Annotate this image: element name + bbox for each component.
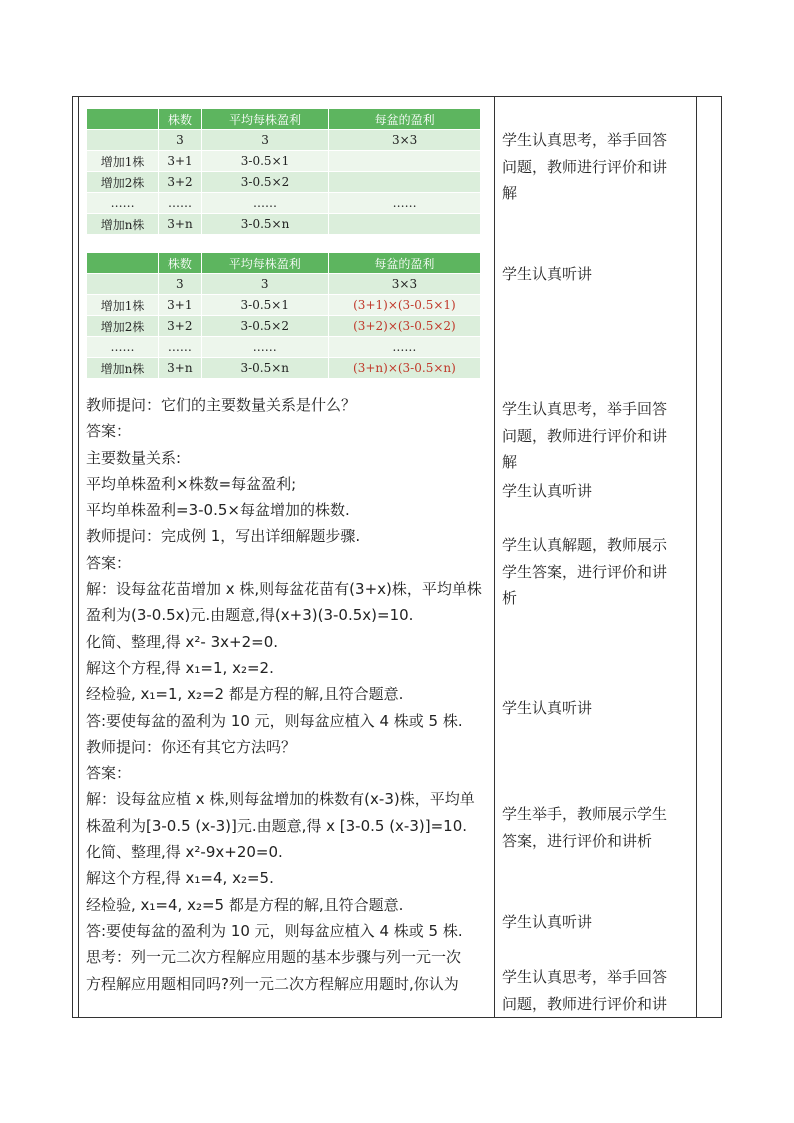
- activity-note-line: 学生认真思考，举手回答: [502, 131, 668, 149]
- table-cell: 3-0.5×n: [201, 358, 328, 379]
- table-row: [87, 193, 481, 214]
- table-cell: [87, 130, 159, 151]
- table-cell: 3-0.5×2: [201, 316, 328, 337]
- text-line: 化简、整理,得 x²- 3x+2=0.: [86, 632, 279, 651]
- table-cell: 增加n株: [87, 214, 159, 235]
- text-line: 答:要使每盆的盈利为 10 元，则每盆应植入 4 株或 5 株.: [86, 711, 463, 730]
- text-line: 答:要使每盆的盈利为 10 元，则每盆应植入 4 株或 5 株.: [86, 921, 463, 940]
- table-cell: ……: [201, 193, 328, 214]
- profit-table-2: [86, 252, 481, 379]
- table-header-cell: 株数: [159, 109, 202, 130]
- activity-note-line: 问题，教师进行评价和讲: [502, 157, 668, 176]
- table-header-cell: 每盆的盈利: [328, 253, 480, 274]
- table-cell: (3+n)×(3-0.5×n): [328, 358, 480, 379]
- column-divider: [78, 96, 79, 1018]
- text-line: 主要数量关系:: [86, 448, 182, 467]
- activity-note: [502, 396, 687, 476]
- table-header-cell: 平均每株盈利: [201, 253, 328, 274]
- table-cell: 3: [159, 274, 202, 295]
- profit-table-1: [86, 108, 481, 235]
- table-cell: (3+2)×(3-0.5×2): [328, 316, 480, 337]
- activity-note-line: 学生认真思考，举手回答: [502, 400, 668, 418]
- activity-note-line: 答案，进行评价和讲析: [502, 831, 653, 850]
- activity-note-line: 学生认真听讲: [502, 913, 593, 931]
- activity-note-line: 学生认真思考，举手回答: [502, 968, 668, 986]
- table-cell: 3+n: [159, 358, 202, 379]
- table-header-cell: [87, 253, 159, 274]
- table-cell: 增加2株: [87, 316, 159, 337]
- table-row: [87, 130, 481, 151]
- activity-note-line: 学生认真听讲: [502, 482, 593, 500]
- column-divider: [494, 96, 495, 1018]
- activity-note-line: 学生认真听讲: [502, 265, 593, 283]
- table-cell: 3-0.5×1: [201, 295, 328, 316]
- table-cell: 3+1: [159, 151, 202, 172]
- text-line: 经检验, x₁=4, x₂=5 都是方程的解,且符合题意.: [86, 895, 404, 914]
- table-row: [87, 274, 481, 295]
- text-line: 教师提问：它们的主要数量关系是什么？: [86, 396, 357, 414]
- text-line: 株盈利为[3-0.5 (x-3)]元.由题意,得 x [3-0.5 (x-3)]=10.: [86, 816, 468, 835]
- activity-note-line: 学生认真解题，教师展示: [502, 536, 668, 554]
- table-cell: ……: [87, 337, 159, 358]
- text-line: 平均单株盈利=3-0.5×每盆增加的株数.: [86, 501, 350, 520]
- table-cell: ……: [201, 337, 328, 358]
- activity-note: [502, 964, 687, 1017]
- text-line: 思考：列一元二次方程解应用题的基本步骤与列一元一次: [86, 948, 462, 967]
- text-line: 教师提问：完成例 1，写出详细解题步骤.: [86, 527, 361, 546]
- text-line: 答案：: [86, 422, 132, 441]
- text-line: 解这个方程,得 x₁=4, x₂=5.: [86, 869, 274, 888]
- table-cell: ……: [159, 337, 202, 358]
- activity-note-line: 学生答案，进行评价和讲: [502, 562, 668, 581]
- table-row: [87, 295, 481, 316]
- table-cell: ……: [328, 337, 480, 358]
- table-row: [87, 172, 481, 193]
- table-cell: 3+2: [159, 316, 202, 337]
- table-cell: [329, 214, 481, 235]
- activity-note-line: 解: [502, 184, 518, 202]
- table-header-cell: 平均每株盈利: [201, 109, 328, 130]
- text-line: 解这个方程,得 x₁=1, x₂=2.: [86, 658, 274, 677]
- text-line: 教师提问：你还有其它方法吗？: [86, 737, 297, 756]
- table-cell: 增加n株: [87, 358, 159, 379]
- table-header-cell: 每盆的盈利: [329, 109, 481, 130]
- table-cell: 3: [159, 130, 202, 151]
- table-cell: 3: [201, 274, 328, 295]
- activity-note-line: 学生认真听讲: [502, 699, 593, 717]
- column-divider: [696, 96, 697, 1018]
- table-cell: 3-0.5×1: [201, 151, 328, 172]
- activity-note-line: 学生举手，教师展示学生: [502, 805, 668, 823]
- table-cell: ……: [329, 193, 481, 214]
- text-line: 化简、整理,得 x²-9x+20=0.: [86, 843, 283, 862]
- activity-note: [502, 261, 687, 288]
- text-line: 答案：: [86, 553, 132, 572]
- table-row: [87, 316, 481, 337]
- table-cell: 3+1: [159, 295, 202, 316]
- activity-note: [502, 478, 687, 505]
- lesson-text: [86, 392, 490, 997]
- table-header-cell: 株数: [159, 253, 202, 274]
- table-row: [87, 151, 481, 172]
- table-cell: ……: [159, 193, 202, 214]
- table-cell: 3+n: [159, 214, 202, 235]
- text-line: 解：设每盆应植 x 株,则每盆增加的株数有(x-3)株，平均单: [86, 790, 475, 809]
- text-line: 经检验, x₁=1, x₂=2 都是方程的解,且符合题意.: [86, 685, 404, 704]
- text-line: 平均单株盈利×株数=每盆盈利;: [86, 474, 297, 493]
- activity-note: [502, 532, 687, 612]
- table-cell: 增加2株: [87, 172, 159, 193]
- activity-note-line: 问题，教师进行评价和讲: [502, 994, 668, 1013]
- text-line: 解：设每盆花苗增加 x 株,则每盆花苗有(3+x)株，平均单株: [86, 580, 482, 599]
- table-cell: 增加1株: [87, 151, 159, 172]
- table-cell: 增加1株: [87, 295, 159, 316]
- table-row: [87, 337, 481, 358]
- activity-note-line: 问题，教师进行评价和讲: [502, 426, 668, 445]
- table-cell: (3+1)×(3-0.5×1): [328, 295, 480, 316]
- activity-note: [502, 909, 687, 936]
- activity-note: [502, 695, 687, 722]
- text-line: 方程解应用题相同吗?列一元二次方程解应用题时,你认为: [86, 974, 459, 993]
- table-cell: [329, 151, 481, 172]
- table-header-cell: [87, 109, 159, 130]
- table-cell: 3: [201, 130, 328, 151]
- table-cell: 3-0.5×n: [201, 214, 328, 235]
- table-cell: 3-0.5×2: [201, 172, 328, 193]
- table-cell: 3×3: [329, 130, 481, 151]
- table-cell: 3+2: [159, 172, 202, 193]
- activity-note: [502, 127, 687, 207]
- table-row: [87, 358, 481, 379]
- table-cell: [329, 172, 481, 193]
- text-line: 答案：: [86, 764, 132, 783]
- table-cell: 3×3: [328, 274, 480, 295]
- text-line: 盈利为(3-0.5x)元.由题意,得(x+3)(3-0.5x)=10.: [86, 606, 414, 625]
- activity-note: [502, 801, 687, 854]
- activity-note-line: 析: [502, 589, 518, 607]
- activity-note-line: 解: [502, 453, 518, 471]
- table-cell: ……: [87, 193, 159, 214]
- table-cell: [87, 274, 159, 295]
- table-row: [87, 214, 481, 235]
